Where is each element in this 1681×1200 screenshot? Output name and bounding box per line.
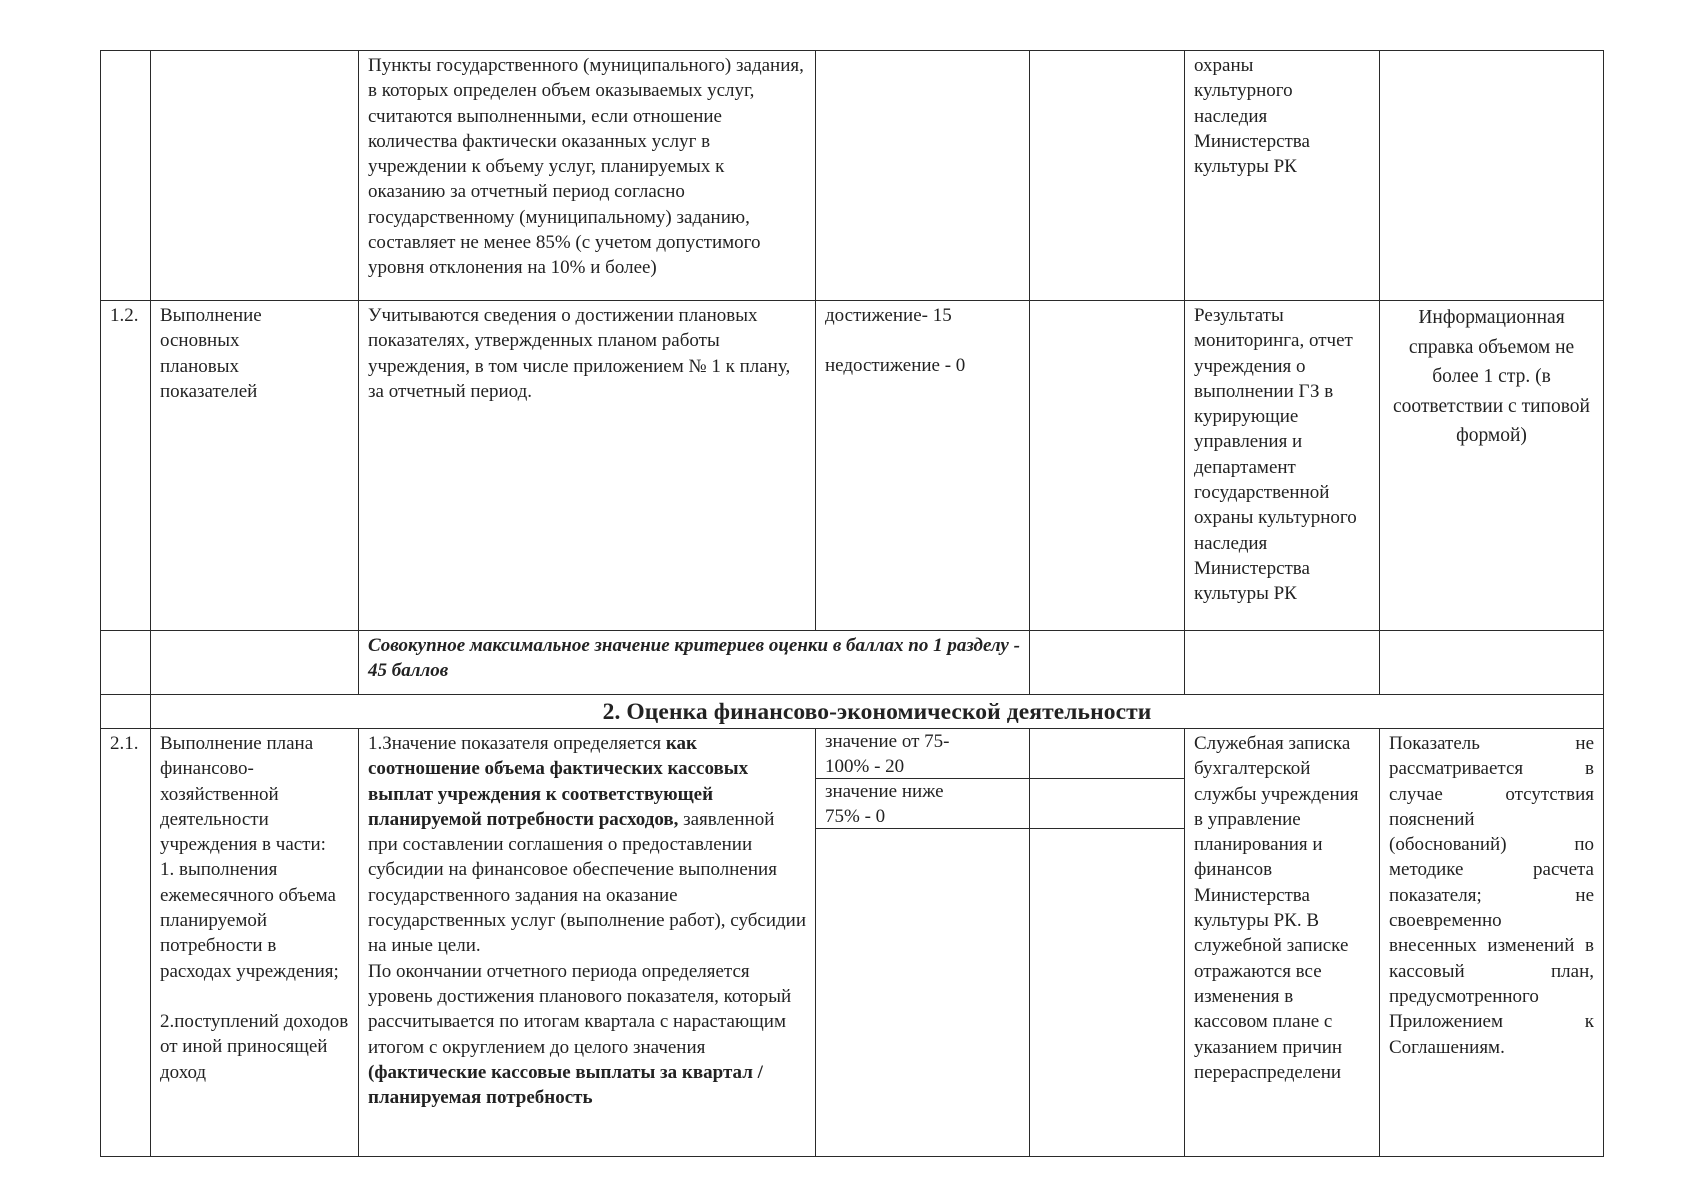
table-row (101, 695, 1604, 729)
form-cell (1380, 51, 1604, 301)
num-cell (101, 51, 151, 301)
num-cell (101, 631, 151, 695)
value-cell (816, 729, 1030, 1157)
source-text: охраны культурного наследия Министерства культуры РК (1194, 55, 1310, 178)
num-cell (101, 695, 151, 729)
score-cell (1030, 729, 1185, 1157)
form-cell (1380, 631, 1604, 695)
name-cell (151, 729, 359, 1157)
value-row (816, 729, 1029, 779)
name-cell (151, 631, 359, 695)
value-low: значение ниже 75% - 0 (825, 781, 944, 828)
source-text: Результаты мониторинга, отчет учреждения о выполнении ГЗ в курирующие управления и департамент государственной охраны культурного наследия Министерства культуры РК (1194, 305, 1357, 605)
crit-text: 1.Значение показателя определяется (368, 733, 666, 754)
name-cell (151, 301, 359, 631)
source-cell (1185, 729, 1380, 1157)
criterion-text: Учитываются сведения о достижении плановых показателях, утвержденных планом работы учреждения, в том числе приложением № 1 к плану, за отчетный период. (368, 305, 791, 402)
num-cell (101, 301, 151, 631)
row-number: 1.2. (110, 305, 139, 326)
table-row (101, 51, 1604, 301)
note-cell (1380, 729, 1604, 1157)
criterion-name-part1: Выполнение плана финансово-хозяйственной деятельности учреждения в части: (160, 733, 326, 856)
value-cell (816, 301, 1030, 631)
table-row (101, 301, 1604, 631)
crit-bold-text: (фактические кассовые выплаты за квартал / планируемая потребность (368, 1061, 763, 1109)
criterion-name: Выполнение основных плановых показателей (160, 305, 262, 402)
criterion-text: Пункты государственного (муниципального) задания, в которых определен объем оказываемых услуг, считаются выполненными, если отношение количества фактически оказанных услуг в учреждении к объему услуг, планируемых к оказанию за отчетный период согласно государственному (муниципальному) заданию, составляет не менее 85% (с учетом допустимого уровня отклонения на 10% и более) (368, 55, 804, 279)
score-cell (1030, 301, 1185, 631)
total-cell (359, 631, 1030, 695)
score-cell (1030, 51, 1185, 301)
value-not-achieved: недостижение - 0 (825, 355, 966, 377)
score-row (1030, 779, 1184, 829)
crit-text: заявленной при составлении соглашения о предоставлении субсидии на финансовое обеспечение выполнения государственного задания на оказание государственных услуг (выполнение работ), субсидии на иные цели. (368, 808, 806, 957)
source-cell (1185, 301, 1380, 631)
num-cell (101, 729, 151, 1157)
criteria-table (100, 50, 1604, 1157)
form-text: Информационная справка объемом не более 1 стр. (в соответствии с типовой формой) (1393, 307, 1590, 446)
section-title (151, 695, 1604, 729)
section-title-text: 2. Оценка финансово-экономической деятельности (602, 699, 1152, 725)
crit-text: По окончании отчетного периода определяется уровень достижения планового показателя, который рассчитывается по итогам квартала с нарастающим итогом с округлением до целого значения (368, 960, 792, 1058)
value-cell (816, 51, 1030, 301)
crit-bold-text: как соотношение объема фактических кассовых выплат учреждения к соответствующей планируемой потребности расходов, (368, 733, 749, 830)
source-cell (1185, 631, 1380, 695)
table-row (101, 729, 1604, 1157)
criterion-cell (359, 729, 816, 1157)
criterion-paragraph-2 (368, 959, 806, 1111)
value-high: значение от 75-100% - 20 (825, 731, 950, 778)
criterion-name-part2: 1. выполнения ежемесячного объема планируемой потребности в расходах учреждения; (160, 859, 339, 982)
form-cell (1380, 301, 1604, 631)
table-row (101, 631, 1604, 695)
note-text: Показатель не рассматривается в случае отсутствия пояснений (обоснований) по методике расчета показателя; не своевременно внесенных изменений в кассовый план, предусмотренного Приложением к Соглашениям. (1389, 733, 1594, 1058)
criterion-name-part3: 2.поступлений доходов от иной приносящей доход (160, 1010, 349, 1083)
source-cell (1185, 51, 1380, 301)
source-text: Служебная записка бухгалтерской службы учреждения в управление планирования и финансов Министерства культуры РК. В служебной записке отражаются все изменения в кассовом плане с указанием причин перераспределени (1194, 733, 1359, 1083)
criterion-paragraph-1 (368, 731, 806, 959)
total-text: Совокупное максимальное значение критериев оценки в баллах по 1 разделу - 45 баллов (368, 635, 1020, 682)
name-cell (151, 51, 359, 301)
value-row (816, 779, 1029, 829)
row-number: 2.1. (110, 733, 139, 754)
score-cell (1030, 631, 1185, 695)
value-achieved: достижение- 15 (825, 305, 952, 326)
criterion-cell (359, 51, 816, 301)
criterion-cell (359, 301, 816, 631)
score-row (1030, 729, 1184, 779)
